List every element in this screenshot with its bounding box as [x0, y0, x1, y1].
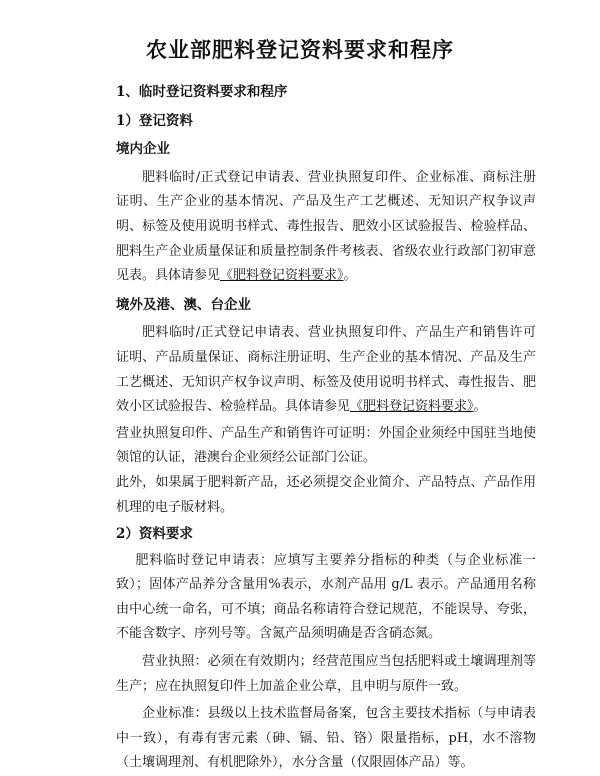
requirement-application-form: 肥料临时登记申请表：应填写主要养分指标的种类（与企业标准一致）；固体产品养分含量用%表示，水剂产品用 g/L 表示。产品通用名称由中心统一命名，可不填；商品名称请符合登记规范，不能误导、夸张，不能含数字、序列号等。含氮产品须明确是否含硝态氮。: [116, 552, 536, 642]
new-product-note: 此外，如果属于肥料新产品，还必须提交企业简介、产品特点、产品作用机理的电子版材料。: [116, 474, 536, 515]
foreign-text: 肥料临时/正式登记申请表、营业执照复印件、产品生产和销售许可证明、产品质量保证、商标注册证明、生产企业的基本情况、产品及生产工艺概述、无知识产权争议声明、标签及使用说明书样式、毒性报告、肥效小区试验报告、检验样品。具体请参见: [116, 325, 536, 415]
foreign-paragraph: [116, 321, 536, 419]
foreign-requirements-link[interactable]: 《肥料登记资料要求》: [350, 399, 474, 415]
subsection-heading-2: 2）资料要求: [116, 526, 193, 543]
domestic-requirements-link[interactable]: 《肥料登记资料要求》: [220, 268, 344, 284]
foreign-end: 。: [473, 399, 487, 415]
requirement-enterprise-standard: 企业标准：县级以上技术监督局备案，包含主要技术指标（与申请表中一致），有毒有害元素（砷、镉、铅、铬）限量指标，pH，水不溶物（土壤调理剂、有机肥除外），水分含量（仅限固体产品）等。: [116, 706, 536, 771]
domestic-paragraph: [116, 166, 536, 289]
requirement-business-license: 营业执照：必须在有效期内；经营范围应当包括肥料或土壤调理剂等生产；应在执照复印件上加盖企业公章，且申明与原件一致。: [116, 654, 536, 694]
domestic-heading: 境内企业: [116, 141, 170, 158]
subsection-heading-1: 1）登记资料: [116, 112, 193, 129]
license-note: 营业执照复印件、产品生产和销售许可证明：外国企业须经中国驻当地使领馆的认证，港澳台企业须经公证部门公证。: [116, 425, 536, 466]
document-body: [116, 80, 536, 776]
domestic-end: 。: [343, 268, 357, 284]
page-title: 农业部肥料登记资料要求和程序: [146, 38, 454, 62]
domestic-text: 肥料临时/正式登记申请表、营业执照复印件、企业标准、商标注册证明、生产企业的基本情况、产品及生产工艺概述、无知识产权争议声明、标签及使用说明书样式、毒性报告、肥效小区试验报告、检验样品、肥料生产企业质量保证和质量控制条件考核表、省级农业行政部门初审意见表。具体请参见: [116, 169, 536, 284]
section-heading-1: 1、临时登记资料要求和程序: [116, 84, 288, 100]
foreign-heading: 境外及港、澳、台企业: [116, 296, 251, 313]
